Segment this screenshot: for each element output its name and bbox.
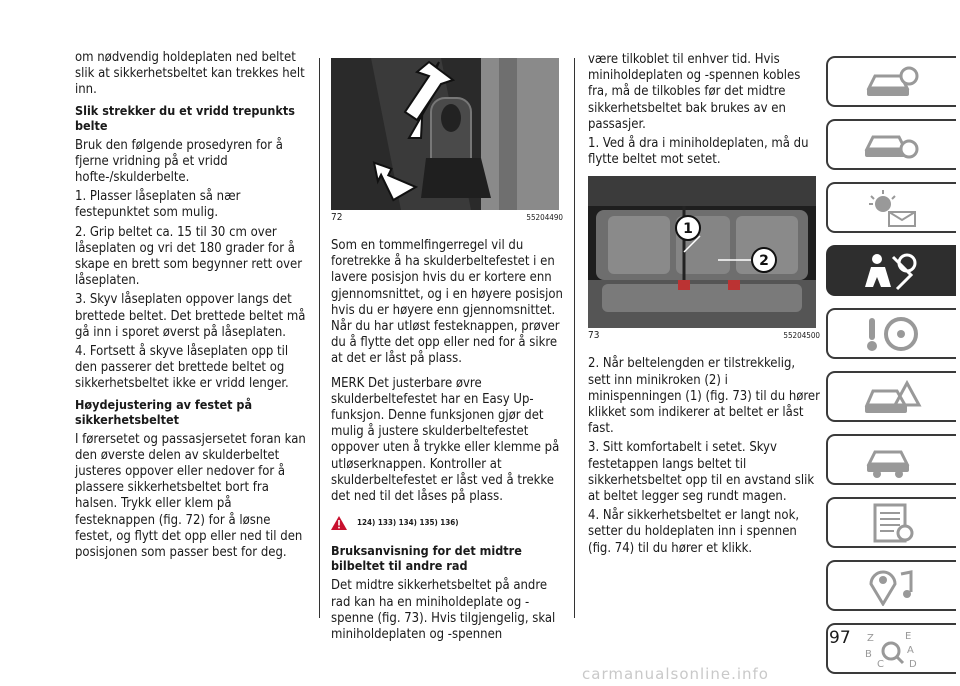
figure-number: 72 [331,212,343,223]
steering-wheel-icon [861,314,923,354]
section-heading: Høydejustering av festet på sikkerhetsbeltet [75,396,253,427]
tab-dashboard[interactable] [826,56,956,107]
figure-caption [588,330,820,342]
index-icon [861,629,923,669]
note-paragraph: MERK Det justerbare øvre skulderbeltefestet har en Easy Up-funksjon. Denne funksjonen gjør det mulig å justere skulderbeltefestet oppover uten å trykke eller klemme på utløserknappen. Kontroller at skulderbeltefestet er låst ved å trekke det ned til det låses på plass. [331,375,560,505]
section-heading: Bruksanvisning for det midtre bilbeltet til andre rad [331,543,522,574]
figure-code: 55204490 [526,213,563,222]
column-divider [574,58,575,618]
car-warning-icon [861,125,923,165]
column-divider [319,58,320,618]
seatbelt-anchor-illustration [331,58,559,210]
watermark: carmanualsonline.info [582,665,769,683]
section-heading: Slik strekker du et vridd trepunkts belte [75,102,295,133]
step-item: 2. Grip beltet ca. 15 til 30 cm over låseplaten og vri det 180 grader for å skape en brett som begynner rett over låseplaten. [75,224,303,289]
tab-emergency[interactable] [826,371,956,422]
paragraph: Som en tommelfingerregel vil du foretrekke å ha skulderbeltefestet i en lavere posisjon hvis du er kortere enn gjennomsnittet, og i en høyere posisjon hvis du er høyere enn gjennomsnittet. Når du har utløst festeknappen, prøver du å flytte det opp eller ned for å sikre at det er låst på plass. [331,238,563,367]
index-letter: Z [867,632,874,644]
dashboard-info-icon [861,62,923,102]
page-number: 97 [829,628,851,648]
text-column-3 [588,52,820,560]
lights-icon [861,188,923,228]
safety-airbag-icon [861,251,923,291]
multimedia-icon [861,566,923,606]
paragraph: Bruk den følgende prosedyren for å fjerne vridning på et vridd hofte-/skulderbelte. [75,137,283,186]
tab-multimedia[interactable] [826,560,956,611]
figure-code: 55204500 [783,331,820,341]
rear-seat-illustration [588,176,816,328]
tab-car-warning[interactable] [826,119,956,170]
paragraph: være tilkoblet til enhver tid. Hvis miniholdeplaten og -spennen kobles fra, må de tilkobles før det midtre sikkerhetsbeltet bak brukes av en passasjer. [588,52,801,132]
index-letter: A [907,644,914,656]
step-item: 3. Sitt komfortabelt i setet. Skyv festetappen langs beltet til sikkerhetsbeltet opp til en avstand slik at beltet legger seg rundt magen. [588,440,815,505]
car-service-icon [861,440,923,480]
index-letter: C [877,658,884,669]
warning-refs-text: 124) 133) 134) 135) 136) [357,518,459,528]
figure-72-seatbelt-anchor [331,58,559,210]
tab-technical-data[interactable] [826,497,956,548]
technical-data-icon [861,503,923,543]
callout-1: 1 [683,221,693,238]
figure-number: 73 [588,330,600,342]
emergency-car-icon [861,377,923,417]
text-column-2 [331,58,563,646]
warning-references [331,515,563,531]
step-item: 1. Plasser låseplaten så nær festepunktet som mulig. [75,189,241,221]
tab-lights[interactable] [826,182,956,233]
step-item: 1. Ved å dra i miniholdeplaten, må du flytte beltet mot setet. [588,136,809,168]
step-item: 4. Når sikkerhetsbeltet er langt nok, setter du holdeplaten inn i spennen (fig. 74) til du hører et klikk. [588,508,800,556]
tab-driving[interactable] [826,308,956,359]
figure-73-rear-seat-belt [588,176,816,328]
text-column-1 [75,50,310,564]
paragraph: om nødvendig holdeplaten ned beltet slik at sikkerhetsbeltet kan trekkes helt inn. [75,50,305,98]
index-letter: E [905,630,912,642]
index-letter: B [865,648,872,660]
paragraph: Det midtre sikkerhetsbeltet på andre rad kan ha en miniholdeplate og -spenne (fig. 73). Hvis tilgjengelig, skal miniholdeplaten og -spennen [331,578,556,643]
warning-triangle-icon [331,516,347,530]
step-item: 4. Fortsett å skyve låseplaten opp til den passerer det brettede beltet og sikkerhetsbeltet ikke er vridd lenger. [75,344,289,392]
tab-service[interactable] [826,434,956,485]
step-item: 3. Skyv låseplaten oppover langs det brettede beltet. Det brettede beltet må gå inn i sporet øverst på låseplaten. [75,292,306,340]
step-item: 2. Når beltelengden er tilstrekkelig, sett inn minikroken (2) i minispenningen (1) (fig. 73) til du hører klikket som indikerer at beltet er låst fast. [588,356,820,437]
paragraph: I førersetet og passasjersetet foran kan den øverste delen av skulderbeltet justeres oppover eller nedover for å plassere sikkerhetsbeltet bort fra halsen. Trykk eller klem på festeknappen (fig. 72) for å løsne festet, og flytt det opp eller ned til den posisjonen som passer best for deg. [75,431,306,561]
callout-2: 2 [759,253,769,270]
figure-caption [331,212,563,224]
index-letter: D [909,658,917,669]
tab-safety[interactable] [826,245,956,296]
chapter-tabs [826,56,960,686]
